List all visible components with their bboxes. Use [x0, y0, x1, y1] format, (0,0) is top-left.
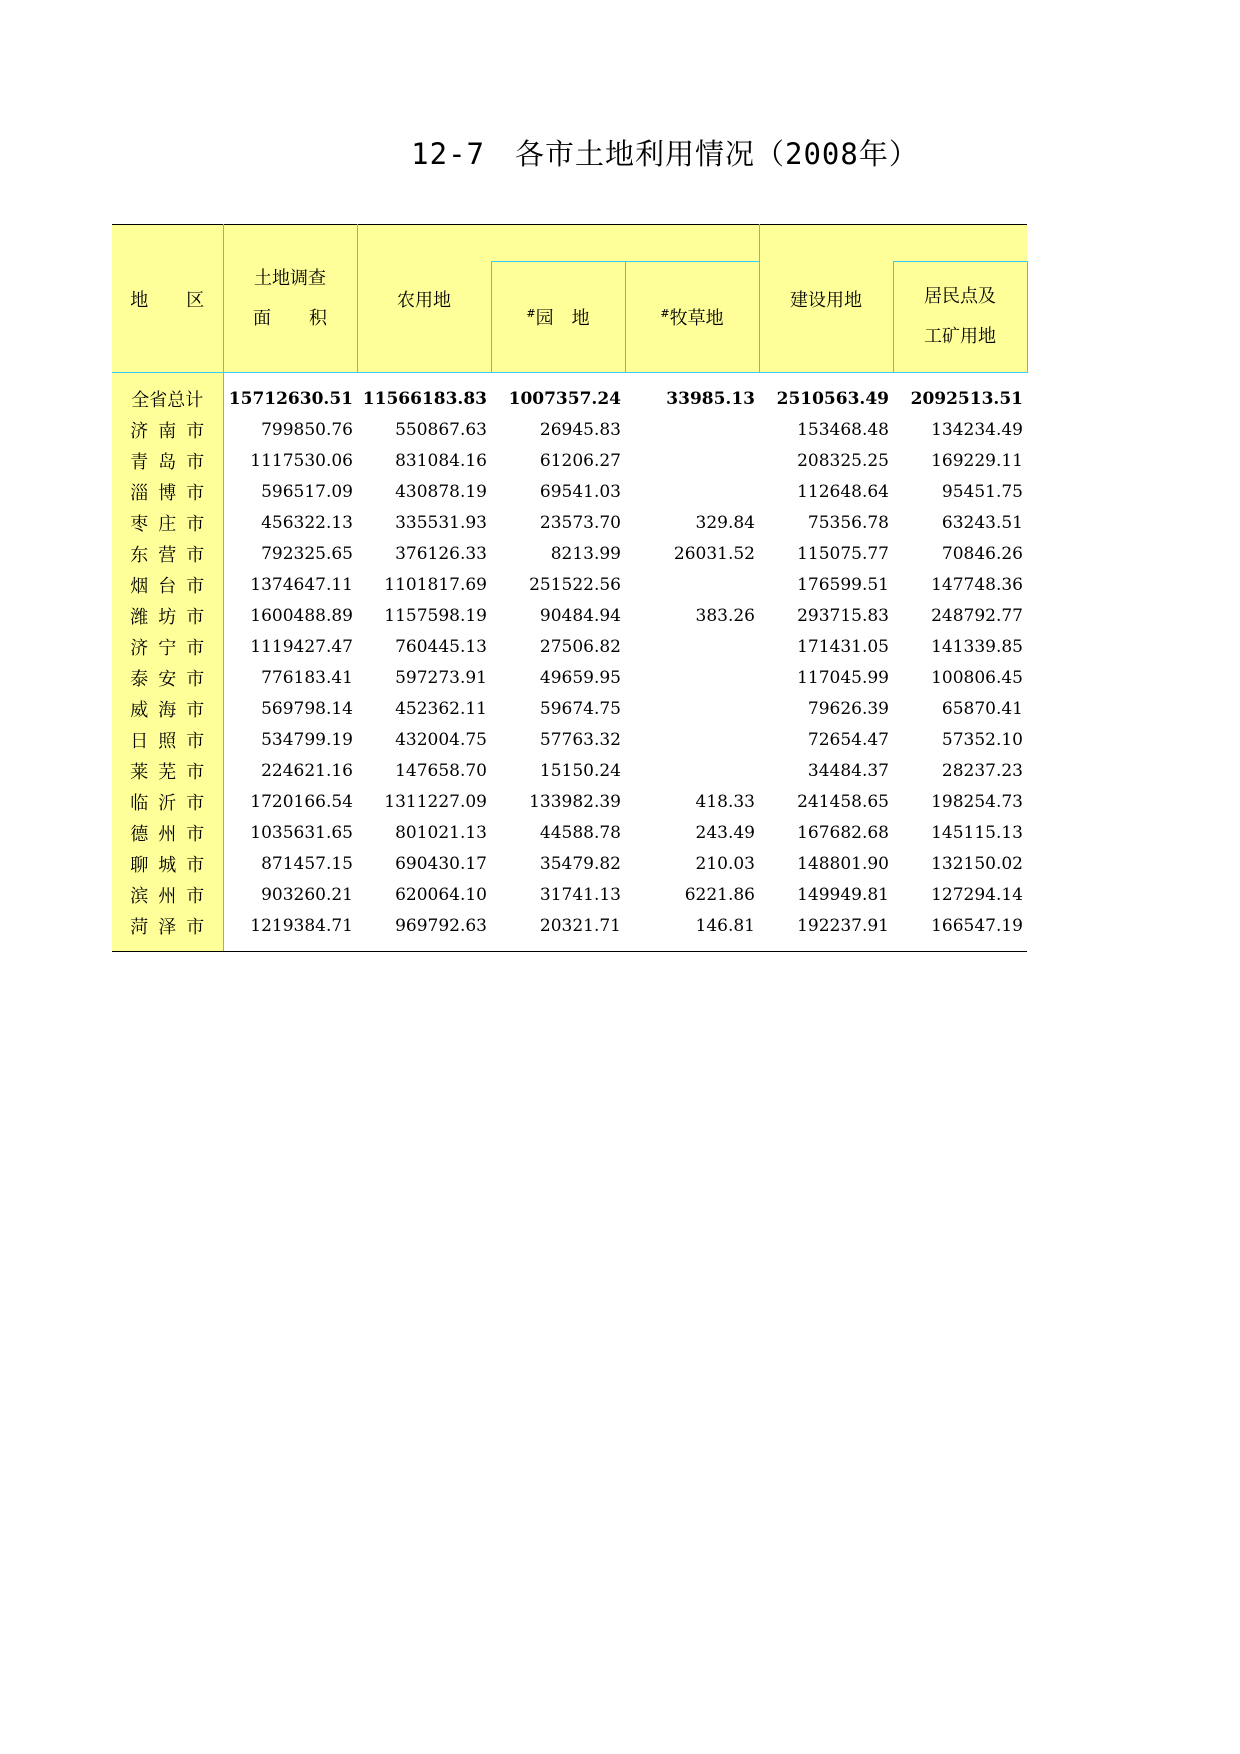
orchard-cell: 20321.71 [539, 915, 621, 936]
pasture-cell: 33985.13 [666, 388, 755, 409]
survey-area-cell: 799850.76 [261, 419, 353, 440]
region-cell: 济 南 市 [112, 414, 223, 445]
pasture-cell [625, 476, 759, 507]
orchard-cell: 133982.39 [529, 791, 621, 812]
survey-area-cell: 871457.15 [261, 853, 353, 874]
survey-area-cell: 596517.09 [261, 481, 353, 502]
agricultural-cell: 969792.63 [395, 915, 487, 936]
region-cell: 泰 安 市 [112, 662, 223, 693]
page-title: 12-7 各市土地利用情况（2008年） [411, 137, 919, 171]
region-cell: 淄 博 市 [112, 476, 223, 507]
survey-area-cell: 1119427.47 [250, 636, 353, 657]
orchard-cell: 8213.99 [550, 543, 621, 564]
table-row [112, 786, 1027, 817]
survey-area-cell: 1600488.89 [250, 605, 353, 626]
agricultural-cell: 831084.16 [395, 450, 487, 471]
table-row [112, 879, 1027, 910]
pasture-cell: 383.26 [695, 605, 755, 626]
residential-cell: 169229.11 [931, 450, 1023, 471]
construction-cell: 75356.78 [807, 512, 889, 533]
residential-cell: 63243.51 [941, 512, 1023, 533]
survey-area-cell: 1720166.54 [250, 791, 353, 812]
agricultural-cell: 430878.19 [395, 481, 487, 502]
table-row [112, 848, 1027, 879]
survey-area-cell: 1374647.11 [250, 574, 353, 595]
table-row [112, 755, 1027, 786]
agricultural-cell: 335531.93 [395, 512, 487, 533]
construction-cell: 171431.05 [797, 636, 889, 657]
orchard-cell: 44588.78 [539, 822, 621, 843]
region-cell: 德 州 市 [112, 817, 223, 848]
pasture-cell [625, 693, 759, 724]
survey-area-cell: 534799.19 [261, 729, 353, 750]
pasture-cell [625, 631, 759, 662]
residential-cell: 65870.41 [941, 698, 1023, 719]
pasture-cell: 329.84 [695, 512, 755, 533]
construction-cell: 241458.65 [797, 791, 889, 812]
table-row [112, 538, 1027, 569]
header-survey-area [223, 225, 357, 373]
orchard-cell: 31741.13 [539, 884, 621, 905]
survey-area-cell: 1219384.71 [250, 915, 353, 936]
construction-cell: 117045.99 [797, 667, 889, 688]
table-row [112, 600, 1027, 631]
survey-area-cell: 456322.13 [261, 512, 353, 533]
orchard-cell: 23573.70 [539, 512, 621, 533]
pasture-cell: 243.49 [695, 822, 755, 843]
residential-cell: 145115.13 [931, 822, 1023, 843]
orchard-cell: 15150.24 [539, 760, 621, 781]
table-row [112, 693, 1027, 724]
orchard-cell: 57763.32 [539, 729, 621, 750]
pasture-cell: 418.33 [695, 791, 755, 812]
table-row [112, 569, 1027, 600]
pasture-cell: 210.03 [695, 853, 755, 874]
table-row [112, 631, 1027, 662]
pasture-cell: 6221.86 [684, 884, 755, 905]
total-row [112, 383, 1027, 414]
construction-cell: 153468.48 [797, 419, 889, 440]
orchard-cell: 35479.82 [539, 853, 621, 874]
orchard-cell: 49659.95 [539, 667, 621, 688]
residential-cell: 198254.73 [931, 791, 1023, 812]
residential-cell: 57352.10 [941, 729, 1023, 750]
agricultural-cell: 1311227.09 [384, 791, 487, 812]
orchard-cell: 251522.56 [529, 574, 621, 595]
survey-area-cell: 792325.65 [261, 543, 353, 564]
residential-cell: 141339.85 [931, 636, 1023, 657]
orchard-cell: 1007357.24 [508, 388, 621, 409]
orchard-cell: 69541.03 [539, 481, 621, 502]
table-row [112, 662, 1027, 693]
agricultural-cell: 550867.63 [395, 419, 487, 440]
agricultural-cell: 760445.13 [395, 636, 487, 657]
region-cell: 烟 台 市 [112, 569, 223, 600]
table-row [112, 817, 1027, 848]
orchard-cell: 61206.27 [539, 450, 621, 471]
survey-area-cell: 569798.14 [261, 698, 353, 719]
region-cell: 潍 坊 市 [112, 600, 223, 631]
agricultural-cell: 690430.17 [395, 853, 487, 874]
survey-area-cell: 1117530.06 [250, 450, 353, 471]
residential-cell: 248792.77 [931, 605, 1023, 626]
header-agricultural: 农用地 [357, 225, 491, 373]
construction-cell: 2510563.49 [776, 388, 889, 409]
header-survey-area-line2: 面 积 [253, 307, 327, 329]
construction-cell: 149949.81 [797, 884, 889, 905]
region-cell: 聊 城 市 [112, 848, 223, 879]
region-cell: 滨 州 市 [112, 879, 223, 910]
residential-cell: 127294.14 [931, 884, 1023, 905]
survey-area-cell: 1035631.65 [250, 822, 353, 843]
survey-area-cell: 224621.16 [261, 760, 353, 781]
construction-cell: 34484.37 [807, 760, 889, 781]
table-row [112, 507, 1027, 538]
agricultural-cell: 11566183.83 [362, 388, 487, 409]
pasture-cell: 146.81 [695, 915, 755, 936]
table-body [112, 373, 1027, 952]
residential-cell: 95451.75 [941, 481, 1023, 502]
agricultural-cell: 1157598.19 [384, 605, 487, 626]
pasture-cell [625, 724, 759, 755]
residential-cell: 100806.45 [931, 667, 1023, 688]
table-row [112, 445, 1027, 476]
table-row [112, 724, 1027, 755]
construction-cell: 72654.47 [807, 729, 889, 750]
header-residential: 居民点及 工矿用地 [893, 262, 1027, 373]
agricultural-cell: 597273.91 [395, 667, 487, 688]
residential-cell: 147748.36 [931, 574, 1023, 595]
agricultural-cell: 432004.75 [395, 729, 487, 750]
region-cell: 莱 芜 市 [112, 755, 223, 786]
region-cell: 菏 泽 市 [112, 910, 223, 941]
pasture-cell [625, 445, 759, 476]
agricultural-cell: 1101817.69 [384, 574, 487, 595]
region-cell: 全省总计 [112, 383, 223, 414]
survey-area-cell: 776183.41 [261, 667, 353, 688]
residential-cell: 132150.02 [931, 853, 1023, 874]
orchard-cell: 90484.94 [539, 605, 621, 626]
construction-cell: 167682.68 [797, 822, 889, 843]
header-pasture: #牧草地 [625, 262, 759, 373]
table-row [112, 476, 1027, 507]
region-cell: 东 营 市 [112, 538, 223, 569]
region-cell: 日 照 市 [112, 724, 223, 755]
land-use-table [112, 224, 1028, 952]
survey-area-cell: 903260.21 [261, 884, 353, 905]
orchard-cell: 27506.82 [539, 636, 621, 657]
pasture-cell [625, 569, 759, 600]
construction-cell: 208325.25 [797, 450, 889, 471]
table-header [112, 225, 1027, 373]
pasture-cell: 26031.52 [673, 543, 755, 564]
residential-cell: 2092513.51 [910, 388, 1023, 409]
residential-cell: 134234.49 [931, 419, 1023, 440]
region-cell: 临 沂 市 [112, 786, 223, 817]
table-row [112, 910, 1027, 941]
agricultural-cell: 147658.70 [395, 760, 487, 781]
table-row [112, 414, 1027, 445]
agricultural-cell: 801021.13 [395, 822, 487, 843]
construction-cell: 112648.64 [797, 481, 889, 502]
pasture-cell [625, 414, 759, 445]
region-cell: 青 岛 市 [112, 445, 223, 476]
agricultural-cell: 452362.11 [395, 698, 487, 719]
construction-cell: 192237.91 [797, 915, 889, 936]
construction-cell: 148801.90 [797, 853, 889, 874]
region-cell: 威 海 市 [112, 693, 223, 724]
construction-cell: 176599.51 [797, 574, 889, 595]
pasture-cell [625, 755, 759, 786]
header-construction: 建设用地 [759, 225, 893, 373]
region-cell: 济 宁 市 [112, 631, 223, 662]
header-region: 地 区 [112, 225, 223, 373]
region-cell: 枣 庄 市 [112, 507, 223, 538]
residential-cell: 166547.19 [931, 915, 1023, 936]
header-orchard: #园 地 [491, 262, 625, 373]
orchard-cell: 59674.75 [539, 698, 621, 719]
survey-area-cell: 15712630.51 [228, 388, 353, 409]
orchard-cell: 26945.83 [539, 419, 621, 440]
residential-cell: 28237.23 [941, 760, 1023, 781]
residential-cell: 70846.26 [941, 543, 1023, 564]
header-survey-area-line1: 土地调查 [254, 267, 326, 289]
construction-cell: 79626.39 [807, 698, 889, 719]
construction-cell: 115075.77 [797, 543, 889, 564]
construction-cell: 293715.83 [797, 605, 889, 626]
pasture-cell [625, 662, 759, 693]
agricultural-cell: 620064.10 [395, 884, 487, 905]
agricultural-cell: 376126.33 [395, 543, 487, 564]
